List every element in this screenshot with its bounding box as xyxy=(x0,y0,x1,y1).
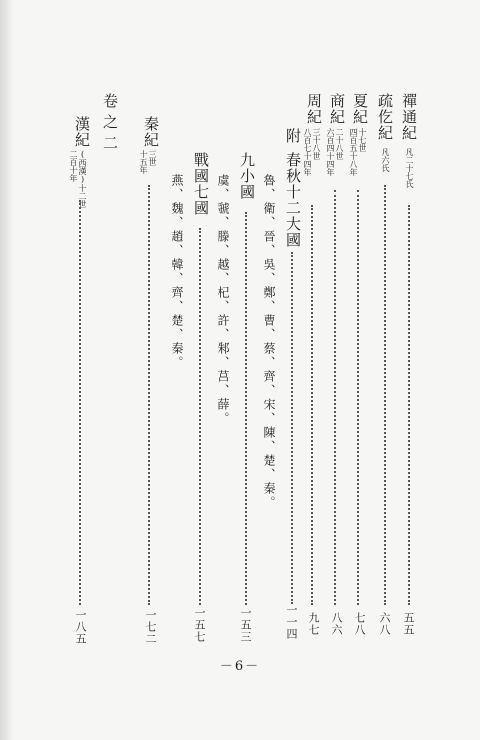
entry-note-zhou-line1: 三十八世 xyxy=(312,128,321,160)
leader-dots xyxy=(291,252,293,604)
state-list-xiaoguo: 虞、虢、滕、越、杞、許、邾、莒、薛。 xyxy=(216,174,230,426)
entry-note-shu-qi: 凡六氏 xyxy=(381,148,390,172)
leader-dots xyxy=(357,190,359,605)
state-list-zhanguo: 燕、魏、趙、韓、齊、楚、秦。 xyxy=(170,174,184,370)
entry-note-han-line2: 二百十年 xyxy=(69,150,78,182)
leader-dots xyxy=(199,228,201,605)
leader-dots xyxy=(245,212,247,605)
entry-title-jiu-xiaoguo: 九小國 xyxy=(238,152,256,200)
page-number-zhanguo: 一五七 xyxy=(193,607,206,643)
entry-note-han-line1: (西漢)十二世 xyxy=(78,150,87,208)
page-number-shang: 八六 xyxy=(330,612,343,636)
entry-title-zhou: 周紀 xyxy=(305,93,323,125)
entry-prefix-fu: 附 xyxy=(284,128,302,144)
entry-title-chan-tong: 禪通紀 xyxy=(400,93,418,141)
footer-page-number: －6－ xyxy=(219,659,261,674)
entry-title-chunqiu: 春秋十二大國 xyxy=(284,152,302,248)
page-number-shu-qi: 六八 xyxy=(378,612,391,636)
leader-dots xyxy=(334,190,336,605)
page-number-jiu-xiaoguo: 一五三 xyxy=(239,607,252,643)
entry-title-qin: 秦紀 xyxy=(142,116,160,148)
page-number-han: 一八五 xyxy=(74,609,87,645)
page-number-chan-tong: 五五 xyxy=(402,612,415,636)
state-list-chunqiu: 魯、衛、晉、吳、鄭、曹、蔡、齊、宋、陳、楚、秦。 xyxy=(262,174,276,510)
entry-title-zhanguo: 戰國七國 xyxy=(192,152,210,216)
entry-note-qin-line1: 三世 xyxy=(148,150,157,166)
entry-title-han: 漢紀 xyxy=(73,116,91,148)
entry-note-xia-line2: 四百五十八年 xyxy=(349,128,358,176)
entry-note-qin-line2: 十五年 xyxy=(139,150,148,174)
page-number-chunqiu: 一一四 xyxy=(285,604,298,640)
entry-title-xia: 夏紀 xyxy=(351,93,369,125)
entry-note-shang-line2: 六百四十四年 xyxy=(326,128,335,176)
page-number-qin: 一七二 xyxy=(144,609,157,645)
entry-note-shang-line1: 二十八世 xyxy=(335,128,344,160)
page-number-xia: 七八 xyxy=(353,612,366,636)
leader-dots xyxy=(408,205,410,605)
entry-title-shang: 商紀 xyxy=(328,93,346,125)
page-number-zhou: 九七 xyxy=(307,612,320,636)
leader-dots xyxy=(79,200,81,605)
entry-note-chan-tong: 凡二十七氏 xyxy=(405,148,414,188)
entry-note-xia-line1: 十七世 xyxy=(358,128,367,152)
binding-shadow xyxy=(0,0,14,740)
entry-note-zhou-line2: 八百七十四年 xyxy=(303,128,312,176)
leader-dots xyxy=(148,185,150,605)
leader-dots xyxy=(384,185,386,605)
leader-dots xyxy=(311,205,313,605)
volume-heading: 卷之二 xyxy=(101,93,119,156)
entry-title-shu-qi: 疏仡紀 xyxy=(376,93,394,141)
